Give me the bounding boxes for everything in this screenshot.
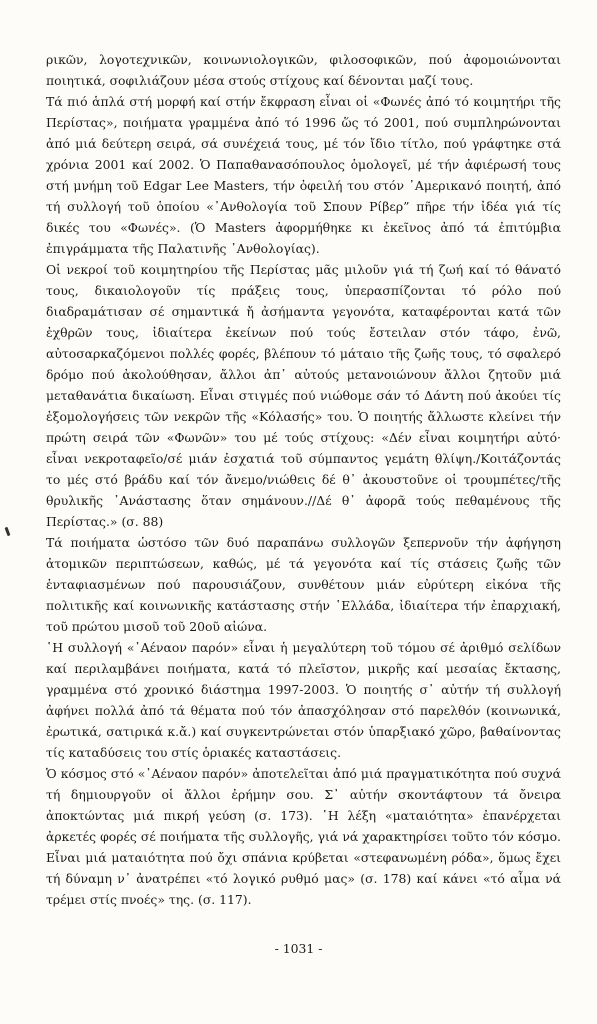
paragraph-4: Τά ποιήματα ὡστόσο τῶν δυό παραπάνω συλλογῶν ξεπερνοῦν τήν ἀφήγηση ἀτομικῶν περιπτώσεων, καθώς, μέ τά γεγονότα καί τίς στάσεις ζωῆς τῶν ἐνταφιασμένων πού παρουσιάζουν, συνθέτουν μιάν εὐρύτερη εἰκόνα τῆς πολιτικῆς καί κοινωνικῆς κατάστασης στήν ῾Ελλάδα, ἰδιαίτερα τήν ἐπαρχιακή, τοῦ πρώτου μισοῦ τοῦ 20οῦ αἰώνα. bbox=[46, 535, 561, 634]
paragraph-1: ρικῶν, λογοτεχνικῶν, κοινωνιολογικῶν, φιλοσοφικῶν, πού ἀφομοιώνονται ποιητικά, σοφιλιάζουν μέσα στούς στίχους καί δένονται μαζί τους. bbox=[46, 52, 561, 88]
page-number: - 1031 - bbox=[274, 941, 323, 956]
paragraph-6: Ὁ κόσμος στό «᾿Αέναον παρόν» ἀποτελεῖται ἀπό μιά πραγματικότητα πού συχνά τή δημιουργοῦν οἱ ἄλλοι ἐρήμην σου. Σ᾿ αὐτήν σκοντάφτουν τά ὄνειρα ἀποκτώντας μιά πικρή γεύση (σ. 173). ῾Η λέξη «ματαιότητα» ἐπανέρχεται ἀρκετές φορές σέ ποιήματα τῆς συλλογῆς, γιά νά χαρακτηρίσει τοῦτο τόν κόσμο. Εἶναι μιά ματαιότητα πού ὄχι σπάνια κρύβεται «στεφανωμένη ρόδα», ὅμως ἔχει τή δύναμη ν᾿ ἀνατρέπει «τό λογικό ρυθμό μας» (σ. 178) καί κάνει «τό αἷμα νά τρέμει στίς πνοές» της. (σ. 117). bbox=[46, 766, 561, 907]
paragraph-3: Οἱ νεκροί τοῦ κοιμητηρίου τῆς Περίστας μᾶς μιλοῦν γιά τή ζωή καί τό θάνατό τους, δικαιολογοῦν τίς πράξεις τους, ὑπερασπίζονται τό ρόλο πού διαδραμάτισαν σέ σημαντικά ἤ ἀσήμαντα γεγονότα, καταφέρονται κατά τῶν ἐχθρῶν τους, ἰδιαίτερα ἐκείνων πού τούς ἔστειλαν στόν τάφο, ἐνῶ, αὐτοσαρκαζόμενοι πολλές φορές, βλέπουν τό μάταιο τῆς ζωῆς τους, τό σφαλερό δρόμο πού ἀκολούθησαν, ἄλλοι ἀπ᾿ αὐτούς μετανοιώνουν ἄλλοι ζητοῦν μιά μεταθανάτια δικαίωση. Εἶναι στιγμές πού νιώθομε σάν τό Δάντη πού ἀκούει τίς ἐξομολογήσεις τῶν νεκρῶν τῆς «Κόλασής» του. Ὁ ποιητής ἄλλωστε κλείνει τήν πρώτη σειρά τῶν «Φωνῶν» του μέ τούς στίχους: «Δέν εἶναι κοιμητήρι αὐτό· εἶναι νεκροταφεῖο/σέ μιάν ἐσχατιά τοῦ σύμπαντος γεμάτη θλίψη./Κοιτάζοντάς το μές στό βράδυ καί τόν ἄνεμο/νιώθεις δέ θ᾿ ἀκουστοῦνε οἱ τρουμπέτες/τῆς θρυλικῆς ᾿Ανάστασης ὅταν σημάνουν.//Δέ θ᾿ ἀφορᾶ τούς πεθαμένους τῆς Περίστας.» (σ. 88) bbox=[46, 262, 561, 529]
body-text bbox=[46, 49, 561, 910]
paragraph-2: Τά πιό ἁπλά στή μορφή καί στήν ἔκφραση εἶναι οἱ «Φωνές ἀπό τό κοιμητήρι τῆς Περίστας», ποιήματα γραμμένα ἀπό τό 1996 ὥς τό 2001, πού συμπληρώνονται ἀπό μιά δεύτερη σειρά, σά συνέχειά τους, μέ τόν ἴδιο τίτλο, πού γράφτηκε στά χρόνια 2001 καί 2002. Ὁ Παπαθανασόπουλος ὁμολογεῖ, μέ τήν ἀφιέρωσή τους στή μνήμη τοῦ Edgar Lee Masters, τήν ὀφειλή του στόν ᾿Αμερικανό ποιητή, ἀπό τή συλλογή τοῦ ὁποίου «᾿Ανθολογία τοῦ Σπουν Ρίβερ” πῆρε τήν ἰδέα γιά τίς δικές του «Φωνές». (Ὁ Masters ἀφορμήθηκε κι ἐκεῖνος ἀπό τά ἐπιτύμβια ἐπιγράμματα τῆς Παλατινῆς ᾿Ανθολογίας). bbox=[46, 94, 561, 256]
scan-speck bbox=[5, 527, 11, 536]
paragraph-5: ῾Η συλλογή «᾿Αέναον παρόν» εἶναι ἡ μεγαλύτερη τοῦ τόμου σέ ἀριθμό σελίδων καί περιλαμβάνει ποιήματα, κατά τό πλεῖστον, μικρῆς καί μεσαίας ἔκτασης, γραμμένα στό χρονικό διάστημα 1997-2003. Ὁ ποιητής σ᾿ αὐτήν τή συλλογή ἀφήνει πολλά ἀπό τά θέματα πού τόν ἀπασχόλησαν στό παρελθόν (κοινωνικά, ἐρωτικά, σατιρικά κ.ἄ.) καί συγκεντρώνεται στόν ὑπαρξιακό χῶρο, βαθαίνοντας τίς καταδύσεις του στίς ὁριακές καταστάσεις. bbox=[46, 640, 561, 760]
